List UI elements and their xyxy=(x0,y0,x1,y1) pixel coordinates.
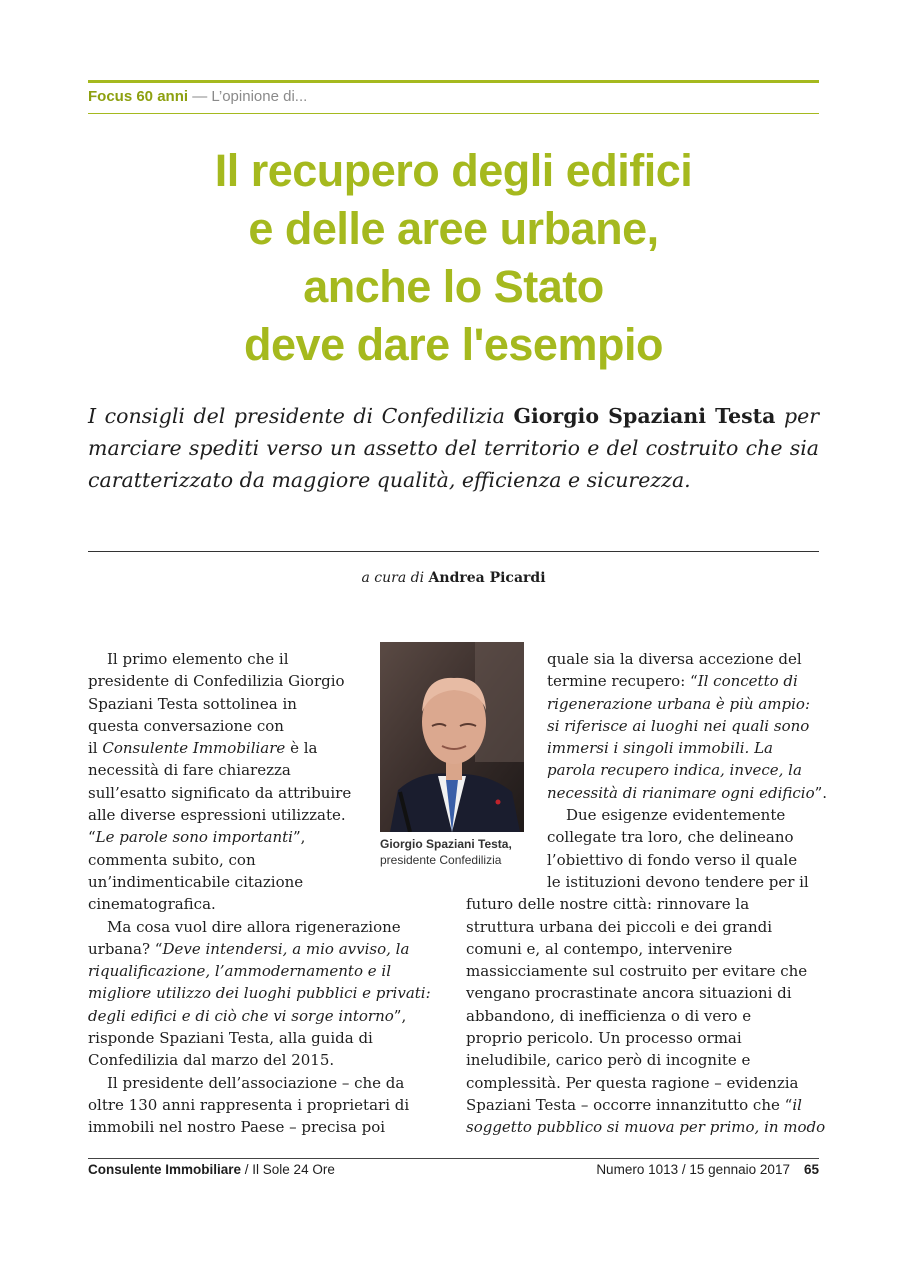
text-line: massicciamente sul costruito per evitare che xyxy=(466,962,808,981)
dek-name: Giorgio Spaziani Testa xyxy=(513,404,776,428)
quote-line: soggetto pubblico si muova per primo, in modo xyxy=(466,1118,826,1137)
headline-line: anche lo Stato xyxy=(303,261,604,312)
text-line: oltre 130 anni rappresenta i proprietari di xyxy=(88,1095,410,1114)
text-line: il Consulente Immobiliare è la xyxy=(88,739,318,758)
text-line: complessità. Per questa ragione – evidenzia xyxy=(466,1073,799,1092)
article-column-left xyxy=(88,648,431,1139)
caption-role: presidente Confedilizia xyxy=(380,853,502,867)
text-line: Il presidente dell’associazione – che da xyxy=(107,1073,405,1092)
footer-divider xyxy=(88,1158,819,1159)
text-line: vengano procrastinate ancora situazioni di xyxy=(466,984,792,1003)
dek-rest: per marciare spediti verso un assetto del territorio e del costruito che sia caratterizzato da maggiore qualità, efficienza e sicurezza. xyxy=(88,404,819,492)
footer-issue: Numero 1013 / 15 gennaio 2017 65 xyxy=(596,1162,819,1177)
text-line: le istituzioni devono tendere per il xyxy=(547,872,809,891)
text-line: Spaziani Testa sottolinea in xyxy=(88,694,297,713)
page-number: 65 xyxy=(803,1162,819,1177)
quote-line: migliore utilizzo dei luoghi pubblici e privati: xyxy=(88,984,431,1003)
quote-line: degli edifici e di ciò che vi sorge intorno”, xyxy=(88,1006,407,1025)
dek-divider xyxy=(88,551,819,552)
quote-line: urbana? “Deve intendersi, a mio avviso, la xyxy=(88,939,410,958)
byline-prefix: a cura di xyxy=(361,570,429,586)
byline-author: Andrea Picardi xyxy=(428,570,546,586)
headline-line: Il recupero degli edifici xyxy=(214,145,693,196)
text-line: presidente di Confedilizia Giorgio xyxy=(88,672,345,691)
text-line: l’obiettivo di fondo verso il quale xyxy=(547,850,798,869)
byline xyxy=(88,570,819,586)
section-header xyxy=(88,88,819,105)
dek-intro: I consigli del presidente di Confedilizia xyxy=(88,404,514,428)
text-line: risponde Spaziani Testa, alla guida di xyxy=(88,1029,373,1048)
text-line: commenta subito, con xyxy=(88,850,256,869)
headline-line: e delle aree urbane, xyxy=(248,203,659,254)
quote-line: “Le parole sono importanti”, xyxy=(88,828,306,847)
section-divider xyxy=(88,113,819,114)
text-line: cinematografica. xyxy=(88,895,216,914)
article-headline xyxy=(88,142,819,374)
text-line: immobili nel nostro Paese – precisa poi xyxy=(88,1118,386,1137)
page-footer xyxy=(88,1162,819,1177)
text-line: proprio pericolo. Un processo ormai xyxy=(466,1029,742,1048)
top-accent-rule xyxy=(88,80,819,83)
text-line: ineludibile, carico però di incognite e xyxy=(466,1051,751,1070)
article-column-right xyxy=(466,648,828,1139)
text-line: Due esigenze evidentemente xyxy=(566,806,786,825)
text-line: struttura urbana dei piccoli e dei grandi xyxy=(466,917,773,936)
quote-line: si riferisce ai luoghi nei quali sono xyxy=(547,716,810,735)
text-line: futuro delle nostre città: rinnovare la xyxy=(466,895,750,914)
quote-line: parola recupero indica, invece, la xyxy=(547,761,802,780)
text-line: alle diverse espressioni utilizzate. xyxy=(88,806,346,825)
quote-line: immersi i singoli immobili. La xyxy=(547,739,773,758)
text-line: abbandono, di inefficienza o di vero e xyxy=(466,1006,752,1025)
text-line: Il primo elemento che il xyxy=(107,650,289,668)
section-subtitle: — L’opinione di... xyxy=(188,88,308,105)
headline-line: deve dare l'esempio xyxy=(244,319,663,370)
text-line: un’indimenticabile citazione xyxy=(88,872,304,891)
footer-publication: Consulente Immobiliare / Il Sole 24 Ore xyxy=(88,1162,335,1177)
text-line: Ma cosa vuol dire allora rigenerazione xyxy=(107,917,401,936)
text-line: Confedilizia dal marzo del 2015. xyxy=(88,1051,335,1070)
text-line: sull’esatto significato da attribuire xyxy=(88,783,352,802)
quote-line: riqualificazione, l’ammodernamento e il xyxy=(88,962,391,981)
quote-line: rigenerazione urbana è più ampio: xyxy=(547,694,811,713)
text-line: collegate tra loro, che delineano xyxy=(547,828,794,847)
text-line: questa conversazione con xyxy=(88,716,284,735)
caption-name: Giorgio Spaziani Testa, xyxy=(380,837,512,851)
section-title: Focus 60 anni xyxy=(88,88,189,105)
article-dek xyxy=(88,400,819,496)
text-line: Spaziani Testa – occorre innanzitutto che “il xyxy=(466,1095,802,1114)
text-line: quale sia la diversa accezione del xyxy=(547,650,802,668)
text-line: comuni e, al contempo, intervenire xyxy=(466,939,733,958)
text-line: necessità di fare chiarezza xyxy=(88,761,291,780)
quote-line: necessità di rianimare ogni edificio”. xyxy=(547,783,828,802)
text-line: termine recupero: “Il concetto di xyxy=(547,672,798,691)
